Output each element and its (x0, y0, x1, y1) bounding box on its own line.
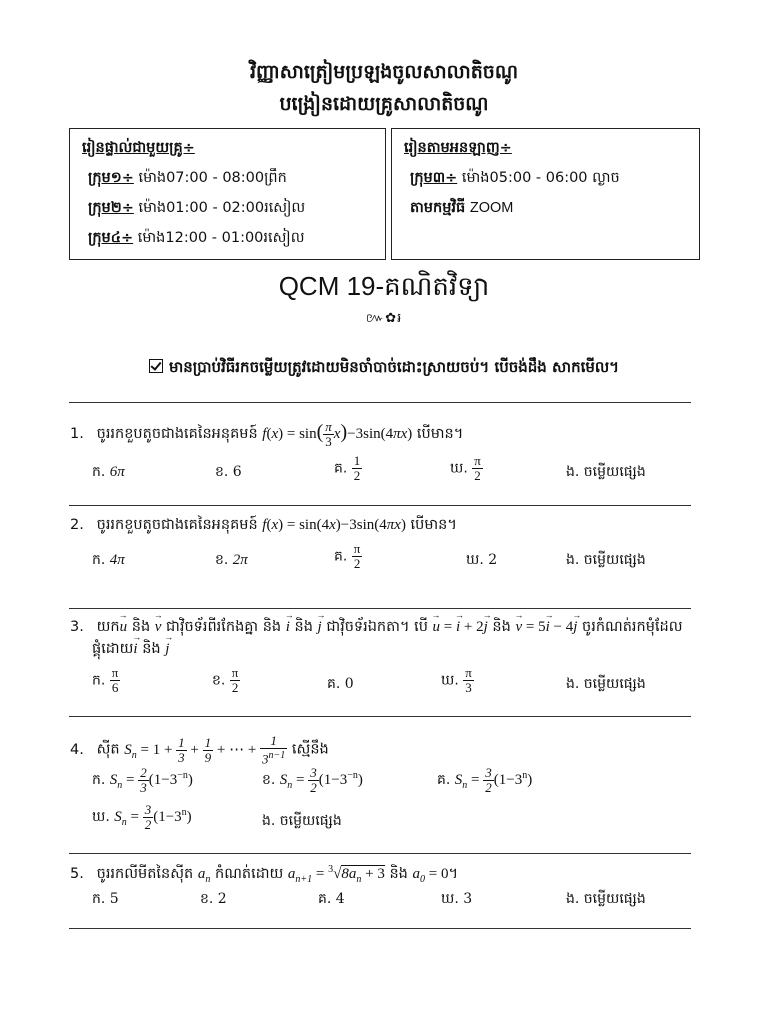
divider (69, 853, 691, 854)
option-label: ក. (92, 891, 106, 907)
schedule-row (82, 199, 305, 220)
option-label: ង. (262, 813, 276, 829)
option-value: ចម្លើយផ្សេង (583, 552, 646, 568)
option-label: ង. (566, 552, 580, 568)
question-text: និង (492, 619, 511, 635)
option-label: ក. (92, 771, 106, 788)
question-text-end: ។ (448, 866, 459, 882)
option (334, 454, 362, 483)
option-value: $S_n$ = $\frac{3}{2}$ $(1-3^{-n})$ (279, 765, 363, 795)
checkbox-checked-icon (149, 359, 163, 373)
option-value: 2 (488, 552, 498, 568)
schedule-row (82, 229, 305, 250)
question-number: 2. (70, 517, 84, 533)
schedule-row (82, 169, 287, 190)
option-value: 4 (335, 891, 345, 907)
option-value: 4π (109, 552, 125, 568)
question-text: ស៊ីត (96, 741, 120, 758)
notice (0, 358, 768, 380)
option-label: ខ. (200, 891, 214, 907)
schedule-box-online (391, 128, 700, 260)
question-text: ជាវ៉ិចទ័រពីរកែងគ្នា និង (166, 619, 282, 635)
option (441, 666, 474, 695)
option (262, 766, 363, 795)
option (215, 550, 248, 571)
question-5: 5. ចូររកលីមីតនៃស៊ីត $a_n$ កំណត់ដោយ $a_{n+1} = ^3√8a_n + 3$ និង $a_0 = 0$។ (70, 864, 459, 885)
formula: $a_{n+1} = ^3√8a_n + 3$ (287, 864, 385, 885)
option (466, 550, 497, 571)
question-text-end: បើមាន។ (416, 425, 464, 442)
question-3-line2: ផ្គុំដោយ→ i និង → j (92, 640, 169, 661)
option-value: ចម្លើយផ្សេង (583, 676, 646, 692)
option (566, 889, 646, 910)
ornament: ៚✿៛ (365, 311, 403, 326)
option-value: 3 (463, 891, 473, 907)
group-label: ក្រុម៤÷ (88, 230, 134, 246)
option-value: ចម្លើយផ្សេង (583, 891, 646, 907)
option (566, 462, 646, 483)
question-1 (70, 420, 463, 449)
option-value: $\frac{\pi}{3}$ (465, 665, 472, 695)
group-time: ZOOM (469, 200, 514, 216)
question-text-end: ស្មើនឹង (291, 741, 329, 758)
group-label: តាមកម្មវិធី (410, 200, 466, 216)
option-value: $\frac{\pi}{2}$ (231, 665, 239, 695)
question-text: ផ្គុំដោយ (92, 641, 134, 657)
option-value: $\frac{1}{2}$ (353, 453, 361, 483)
question-text: ជាវ៉ិចទ័រឯកតា។ បើ (326, 619, 428, 635)
header-title-line2: បង្រៀនដោយគ្រូសាលាតិចណូ (279, 93, 489, 115)
option-value: $\frac{\pi}{6}$ (111, 665, 119, 695)
option (318, 889, 345, 910)
divider (69, 402, 691, 403)
schedule-row (404, 199, 513, 220)
option (566, 674, 646, 695)
option-label: ឃ. (441, 672, 459, 689)
question-text: យក (96, 619, 120, 635)
option-label: ក. (92, 552, 106, 568)
option-label: ឃ. (466, 552, 484, 568)
option (92, 550, 125, 571)
group-time: ម៉ោង05:00 - 06:00 ល្ងាច (461, 170, 620, 186)
option (441, 889, 472, 910)
divider (69, 608, 691, 609)
option-value: $S_n$ = $\frac{3}{2}$ $(1-3^n)$ (114, 802, 192, 832)
question-number: 5. (70, 866, 84, 882)
option-value: $\frac{\pi}{2}$ (474, 453, 481, 483)
divider (69, 928, 691, 929)
option-label: គ. (327, 676, 341, 692)
option-value: ចម្លើយផ្សេង (583, 464, 646, 480)
schedule-box-in-person (69, 128, 386, 260)
question-number: 3. (70, 619, 84, 635)
option (92, 889, 119, 910)
option (200, 889, 227, 910)
option-label: ឃ. (441, 891, 459, 907)
question-text: និង (389, 866, 408, 882)
question-text: និង (294, 619, 313, 635)
option-value: $S_n$ = $\frac{3}{2}$ $(1-3^n)$ (454, 765, 533, 795)
option-label: គ. (318, 891, 332, 907)
formula: f(x) = sin( $\frac{\pi}{3}$ x)−3sin(4πx) (262, 419, 413, 449)
divider (69, 716, 691, 717)
page-title: QCM 19-គណិតវិទ្យា (278, 271, 490, 301)
option (437, 766, 532, 795)
option-value: 5 (109, 891, 119, 907)
box-right-heading: រៀនតាមអនឡាញ÷ (404, 140, 512, 156)
group-label: ក្រុម៣÷ (410, 170, 458, 186)
option-label: គ. (334, 460, 348, 477)
option-label: ខ. (262, 771, 276, 788)
group-label: ក្រុម២÷ (88, 200, 134, 216)
question-text: ចូររកលីមីតនៃស៊ីត (96, 866, 194, 882)
question-text-end: បើមាន។ (410, 517, 457, 533)
group-label: ក្រុម១÷ (88, 170, 134, 186)
option-value: $S_n$ = $\frac{2}{3}$ $(1-3^{-n})$ (109, 765, 193, 795)
option (450, 454, 483, 483)
option (327, 674, 354, 695)
option-value: 0 (344, 676, 354, 692)
option-label: ឃ. (450, 460, 468, 477)
option-value: 2π (232, 552, 248, 568)
option (92, 462, 125, 483)
divider (69, 505, 691, 506)
option-value: $\frac{\pi}{2}$ (353, 541, 361, 571)
option-value: ចម្លើយផ្សេង (279, 813, 342, 829)
header-title-line1: វិញ្ញាសាត្រៀមប្រឡងចូលសាលាតិចណូ (249, 61, 519, 83)
option-label: ឃ. (92, 808, 110, 825)
option-label: ក. (92, 672, 106, 689)
option-value: 6 (232, 464, 242, 480)
notice-text: មានប្រាប់វិធីរកចម្លើយត្រូវដោយមិនចាំបាច់ដោះស្រាយចប់។ បើចង់ដឹង សាកមើល។ (168, 358, 620, 376)
option-label: ខ. (215, 552, 229, 568)
option-label: ង. (566, 891, 580, 907)
group-time: ម៉ោង01:00 - 02:00រសៀល (138, 200, 306, 216)
option (92, 766, 193, 795)
group-time: ម៉ោង07:00 - 08:00ព្រឹក (138, 170, 287, 186)
question-text: និង (131, 619, 151, 635)
option-value: 6π (109, 464, 125, 480)
question-2 (70, 516, 457, 537)
box-left-heading: រៀនផ្ទាល់ជាមួយគ្រូ÷ (82, 140, 195, 156)
question-3: 3. យក→ u និង → v ជាវ៉ិចទ័រពីរកែងគ្នា និង → i និង → j ជាវ៉ិចទ័រឯកតា។ បើ → u = → i + 2→ j និង → v = 5→ i − 4→ j ចូរកំណត់រកមុំដែល (70, 618, 683, 639)
option (334, 542, 362, 571)
option-label: ខ. (212, 672, 226, 689)
option (92, 803, 192, 832)
option-label: គ. (334, 548, 348, 565)
question-text: ចូររកខួបតូចជាងគេនៃអនុគមន៍ (96, 425, 258, 442)
schedule-row (404, 169, 620, 190)
option (566, 550, 646, 571)
option-label: ង. (566, 676, 580, 692)
option (92, 666, 120, 695)
option (215, 462, 242, 483)
question-text: និង (142, 641, 161, 657)
question-text: ចូររកខួបតូចជាងគេនៃអនុគមន៍ (96, 517, 258, 533)
question-text: កំណត់ដោយ (214, 866, 284, 882)
option (262, 811, 342, 832)
question-text: ចូរកំណត់រកមុំដែល (582, 619, 683, 635)
option-label: គ. (437, 771, 451, 788)
formula: $S_n = 1$ + $\frac{1}{3}$ + $\frac{1}{9}$ + ⋯ + $\frac{1}{3^{n-1}}$ (124, 733, 286, 767)
question-4 (70, 734, 329, 766)
option (212, 666, 240, 695)
option-label: ខ. (215, 464, 229, 480)
option-value: 2 (217, 891, 227, 907)
question-number: 4. (70, 741, 84, 758)
option-label: ក. (92, 464, 106, 480)
formula: f(x) = sin(4x)−3sin(4πx) (262, 517, 406, 533)
group-time: ម៉ោង12:00 - 01:00រសៀល (137, 230, 305, 246)
option-label: ង. (566, 464, 580, 480)
question-number: 1. (70, 425, 84, 442)
